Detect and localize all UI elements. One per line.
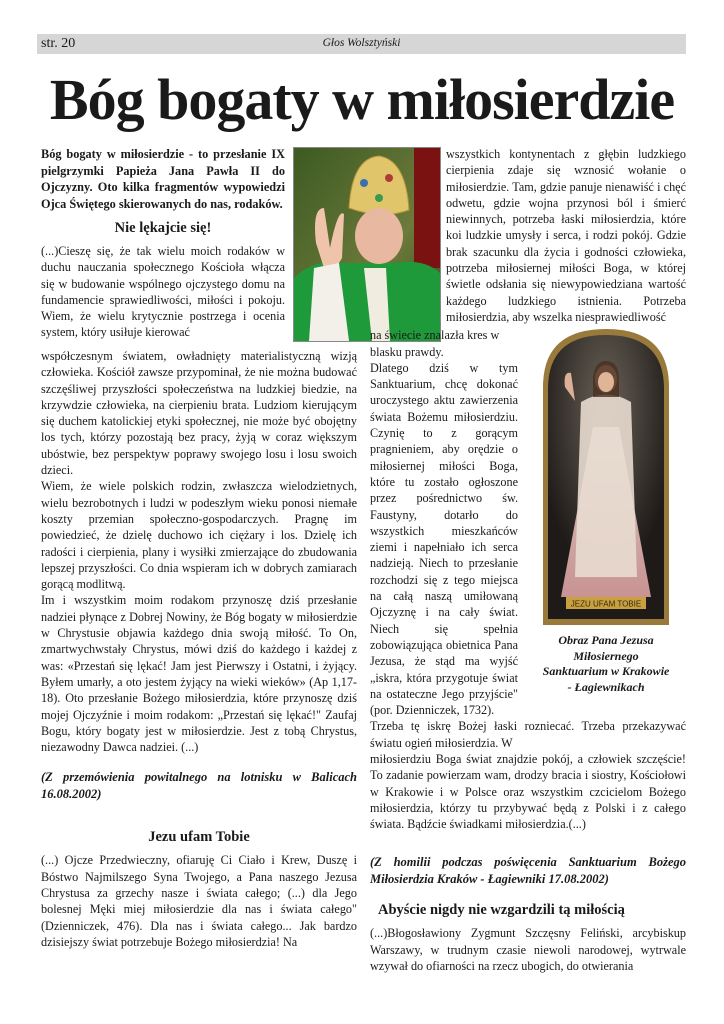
section2-right-mid: Dlatego dziś w tym Sanktuarium, chcę dokonać uroczystego aktu zawierzenia świata Bożemu miłosierdziu. Czynię to z gorącym pragnieniem, aby orędzie o miłosiernej miłości Boga, które tu zostało ogłoszone przez pośrednictwo św. Faustyny, dotarło do wszystkich mieszkańców ziemi i napełniało ich serca nadzieją. Niech to przesłanie rozchodzi się z tego miejsca na całą naszą umiłowaną Ojczyznę i na cały świat. Niech się spełnia zobowiązująca obietnica Pana Jezusa, że stąd ma wyjść „iskra, która przygotuje świat na ostateczne Jego przyjście" (por. Dzienniczek, 1732).	[370, 360, 518, 718]
right-column	[446, 146, 686, 325]
section1-p3: Im i wszystkim moim rodakom przynoszę dziś przesłanie nadziei płynące z Dobrej Nowiny, że Bóg bogaty w miłosierdzie w Chrystusie objawia każdego dnia swoją miłość. To On, zmartwychwstały Chrystus, mówi dziś do każdego i każdej z was: «Przestań się lękać! Jam jest Pierwszy i Ostatni, i żyjący. Byłem umarły, a oto jestem żyjący na wieki wieków» (Ap 1,17-18). Oto przesłanie Bożego miłosierdzia, które przynoszę dziś mojej Ojczyźnie i moim rodakom: „Przestań się lękać!" Zaufaj Bogu, który bogaty jest w miłosierdzie. Jest z tobą Chrystus, niezawodny Dawca nadziei. (...)	[41, 593, 357, 755]
page-header-bar	[37, 34, 686, 54]
section2-right-narrow: na świecie znalazła kres w blasku prawdy.	[370, 328, 500, 359]
painting-figure	[526, 327, 686, 695]
page-number: str. 20	[41, 36, 76, 51]
section2-source: (Z homilii podczas poświęcenia Sanktuarium Bożego Miłosierdzia Kraków - Łagiewniki 17.08.2002)	[370, 855, 686, 887]
right-column-lower	[370, 327, 686, 974]
caption-line4: - Łagiewnikach	[567, 679, 645, 694]
caption-line1: Obraz Pana Jezusa	[558, 633, 654, 648]
masthead: Głos Wolsztyński	[322, 37, 401, 49]
heading-nie-lekajcie-sie: Nie lękajcie się!	[114, 220, 212, 236]
pope-photo	[293, 147, 441, 342]
lead-paragraph: Bóg bogaty w miłosierdzie - to przesłanie IX pielgrzymki Papieża Jana Pawła II do Ojczyzny. Oto kilka fragmentów wypowiedzi Ojca Świętego skierowanych do nas, rodaków.	[41, 147, 285, 211]
caption-line3: Sanktuarium w Krakowie	[542, 664, 670, 679]
painting-banner-text: JEZU UFAM TOBIE	[570, 599, 642, 609]
left-column	[41, 146, 357, 950]
divine-mercy-painting	[541, 327, 671, 627]
caption-line2: Miłosiernego	[573, 648, 639, 663]
section2-right-full: miłosierdziu Boga świat znajdzie pokój, a człowiek szczęście! To zadanie powierzam wam, drodzy bracia i siostry, Kościołowi w Krakowie i w Polsce oraz wszystkim czcicielom Bożego miłosierdzia, którzy tu przybywać będą z Polski i z całego świata. Bądźcie świadkami miłosierdzia.(...)	[370, 751, 686, 832]
heading-abyscie-nigdy: Abyście nigdy nie wzgardzili tą miłością	[378, 902, 625, 919]
section1-source: (Z przemówienia powitalnego na lotnisku w Balicach 16.08.2002)	[41, 770, 357, 802]
section2-right-mid2: Trzeba tę iskrę Bożej łaski rozniecać. Trzeba przekazywać światu ogień miłosierdzia. W	[370, 719, 686, 750]
divine-mercy-image	[541, 327, 671, 627]
section1-p1: współczesnym światem, owładnięty materialistyczną wizją człowieka. Kościół zawsze przypominał, że nie można budować szczęśliwej przyszłości społeczeństwa na ludzkiej biedzie, na krzywdzie człowieka, na cierpieniu brata. Ludziom kierującym się duchem katolickiej etyki społecznej, nie może być obojętny los tych, którzy pozostają bez pracy, żyją w coraz większym ubóstwie, bez perspektyw poprawy swojego losu i losu swoich dzieci.	[41, 349, 357, 478]
section3-p1: (...)Błogosławiony Zygmunt Szczęsny Feliński, arcybiskup Warszawy, w trudnym czasie niewoli narodowej, wytrwale wzywał do ofiarności na rzecz ubogich, do otwierania	[370, 926, 686, 974]
section1-p2: Wiem, że wiele polskich rodzin, zwłaszcza wielodzietnych, wielu bezrobotnych i ludzi w podeszłym wieku ponosi niemałe koszty przemian społeczno-gospodarczych. Pragnę im powiedzieć, że dzielę duchowo ich ciężary i los. Dzielę ich radości i cierpienia, plany i wysiłki zmierzające do zbudowania lepszej przyszłości. Co dnia wspieram ich w dobrych zamiarach gorącą modlitwą.	[41, 479, 357, 592]
article-title: Bóg bogaty w miłosierdzie	[49, 67, 675, 132]
section2-right-top: wszystkich kontynentach z głębin ludzkiego cierpienia zdaje się wznosić wołanie o miłosierdzie. Tam, gdzie panuje nienawiść i chęć odwetu, gdzie wojna przynosi ból i śmierć niewinnych, potrzeba łaski miłosierdzia, które koi ludzkie umysły i serca, i rodzi pokój. Gdzie brak szacunku dla życia i godności człowieka, potrzeba miłosiernej miłości Boga, w której świetle odsłania się niewypowiedziana wartość każdego ludzkiego istnienia. Potrzeba miłosierdzia, aby wszelka niesprawiedliwość	[446, 147, 686, 324]
section2-p1: (...) Ojcze Przedwieczny, ofiaruję Ci Ciało i Krew, Duszę i Bóstwo Najmilszego Syna Twojego, a Pana naszego Jezusa Chrystusa za grzechy nasze i świata całego; (...) dla Jego bolesnej Męki miej miłosierdzie dla nas i świata całego" (Dzienniczek, 476). Dla nas i świata całego... Jak bardzo dzisiejszy świat potrzebuje Bożego miłosierdzia! Na	[41, 853, 357, 949]
image-caption	[526, 633, 686, 695]
pope-waving-image	[294, 148, 440, 341]
section1-beside-photo: (...)Cieszę się, że tak wielu moich rodaków w duchu nauczania społecznego Kościoła włącza się w budowanie wspólnego ojczystego domu na fundamencie sprawiedliwości, miłości i pokoju. Wiem, że wielu krytycznie postrzega i ocenia system, który usiłuje kierować	[41, 244, 285, 340]
heading-jezu-ufam-tobie: Jezu ufam Tobie	[148, 829, 250, 846]
